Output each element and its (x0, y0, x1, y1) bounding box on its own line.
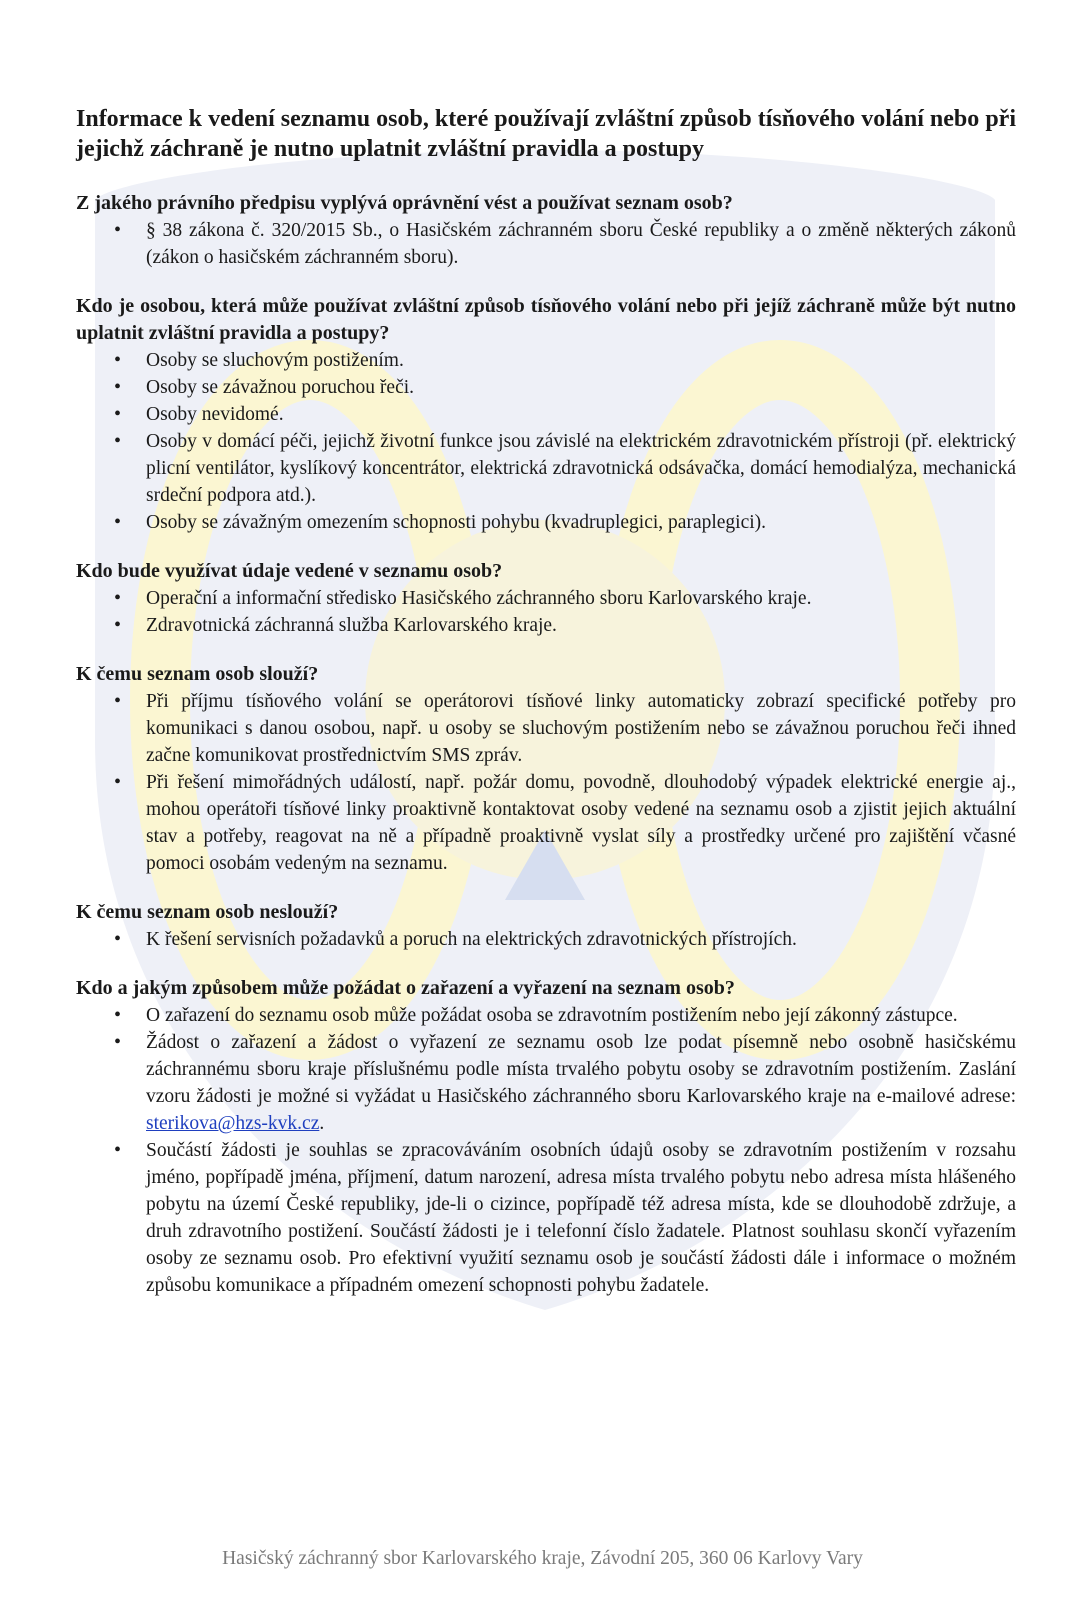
list-item: • Zdravotnická záchranná služba Karlovarského kraje. (76, 612, 1016, 639)
bullet-list (76, 926, 1016, 953)
list-item: • Operační a informační středisko Hasičského záchranného sboru Karlovarského kraje. (76, 585, 1016, 612)
list-item-with-email: • Žádost o zařazení a žádost o vyřazení ze seznamu osob lze podat písemně nebo osobně hasičskému záchrannému sboru kraje příslušnému podle místa trvalého pobytu osoby se zdravotním postižením. Zaslání vzoru žádosti je možné si vyžádat u Hasičského záchranného sboru Karlovarského kraje na e-mailové adrese: sterikova@hzs-kvk.cz. (76, 1029, 1016, 1137)
list-item: • Osoby nevidomé. (76, 401, 1016, 428)
section-question: Kdo je osobou, která může používat zvláštní způsob tísňového volání nebo při jejíž záchraně může být nutno uplatnit zvláštní pravidla a postupy? (76, 295, 1016, 344)
section-question: K čemu seznam osob slouží? (76, 663, 319, 685)
bullet-list (76, 1002, 1016, 1299)
list-item: • Osoby v domácí péči, jejichž životní funkce jsou závislé na elektrickém zdravotnickém přístroji (př. elektrický plicní ventilátor, kyslíkový koncentrátor, elektrická zdravotnická odsávačka, domácí hemodialýza, mechanická srdeční podpora atd.). (76, 428, 1016, 509)
section-not-purpose (76, 899, 1016, 953)
list-item: • § 38 zákona č. 320/2015 Sb., o Hasičském záchranném sboru České republiky a o změně některých zákonů (zákon o hasičském záchranném sboru). (76, 217, 1016, 271)
section-question: Z jakého právního předpisu vyplývá oprávnění vést a používat seznam osob? (76, 192, 733, 214)
section-how-to-apply (76, 975, 1016, 1299)
section-purpose (76, 661, 1016, 877)
list-item: • O zařazení do seznamu osob může požádat osoba se zdravotním postižením nebo její zákonný zástupce. (76, 1002, 1016, 1029)
section-question: Kdo a jakým způsobem může požádat o zařazení a vyřazení na seznam osob? (76, 977, 735, 999)
page-footer: Hasičský záchranný sbor Karlovarského kraje, Závodní 205, 360 06 Karlovy Vary (222, 1548, 863, 1569)
section-data-users (76, 558, 1016, 639)
section-question: Kdo bude využívat údaje vedené v seznamu osob? (76, 560, 503, 582)
list-item: • Osoby se závažným omezením schopnosti pohybu (kvadruplegici, paraplegici). (76, 509, 1016, 536)
bullet-list (76, 585, 1016, 639)
list-item: • Při řešení mimořádných událostí, např. požár domu, povodně, dlouhodobý výpadek elektrické energie aj., mohou operátoři tísňové linky proaktivně kontaktovat osoby vedené na seznamu osob a zjistit jejich aktuální stav a potřeby, reagovat na ně a případně proaktivně vyslat síly a prostředky určené pro zajištění včasné pomoci osobám vedeným na seznamu. (76, 769, 1016, 877)
document-title: Informace k vedení seznamu osob, které používají zvláštní způsob tísňového volání nebo při jejichž záchraně je nutno uplatnit zvláštní pravidla a postupy (76, 106, 1016, 162)
section-legal-basis (76, 190, 1016, 271)
email-link[interactable]: sterikova@hzs-kvk.cz (146, 1113, 320, 1134)
section-question: K čemu seznam osob neslouží? (76, 901, 339, 923)
section-eligible-persons (76, 293, 1016, 536)
list-item: • K řešení servisních požadavků a poruch na elektrických zdravotnických přístrojích. (76, 926, 1016, 953)
bullet-list (76, 688, 1016, 877)
list-item: • Osoby se sluchovým postižením. (76, 347, 1016, 374)
list-item: • Osoby se závažnou poruchou řeči. (76, 374, 1016, 401)
bullet-list (76, 217, 1016, 271)
list-item: • Při příjmu tísňového volání se operátorovi tísňové linky automaticky zobrazí specifické potřeby pro komunikaci s danou osobou, např. u osoby se sluchovým postižením nebo se závažnou poruchou řeči ihned začne komunikovat prostřednictvím SMS zpráv. (76, 688, 1016, 769)
document-page (76, 104, 1016, 1321)
list-item: • Součástí žádosti je souhlas se zpracováváním osobních údajů osoby se zdravotním postižením v rozsahu jméno, popřípadě jména, příjmení, datum narození, adresa místa trvalého pobytu nebo adresa místa hlášeného pobytu na území České republiky, jde-li o cizince, popřípadě též adresa místa, kde se dlouhodobě zdržuje, a druh zdravotního postižení. Součástí žádosti je i telefonní číslo žadatele. Platnost souhlasu skončí vyřazením osoby ze seznamu osob. Pro efektivní využití seznamu osob je součástí žádosti dále i informace o možném způsobu komunikace a případném omezení schopnosti pohybu žadatele. (76, 1137, 1016, 1299)
bullet-list (76, 347, 1016, 536)
list-item-text: Žádost o zařazení a žádost o vyřazení ze seznamu osob lze podat písemně nebo osobně hasičskému záchrannému sboru kraje příslušnému podle místa trvalého pobytu osoby se zdravotním postižením. Zaslání vzoru žádosti je možné si vyžádat u Hasičského záchranného sboru Karlovarského kraje na e-mailové adrese: (146, 1032, 1016, 1107)
